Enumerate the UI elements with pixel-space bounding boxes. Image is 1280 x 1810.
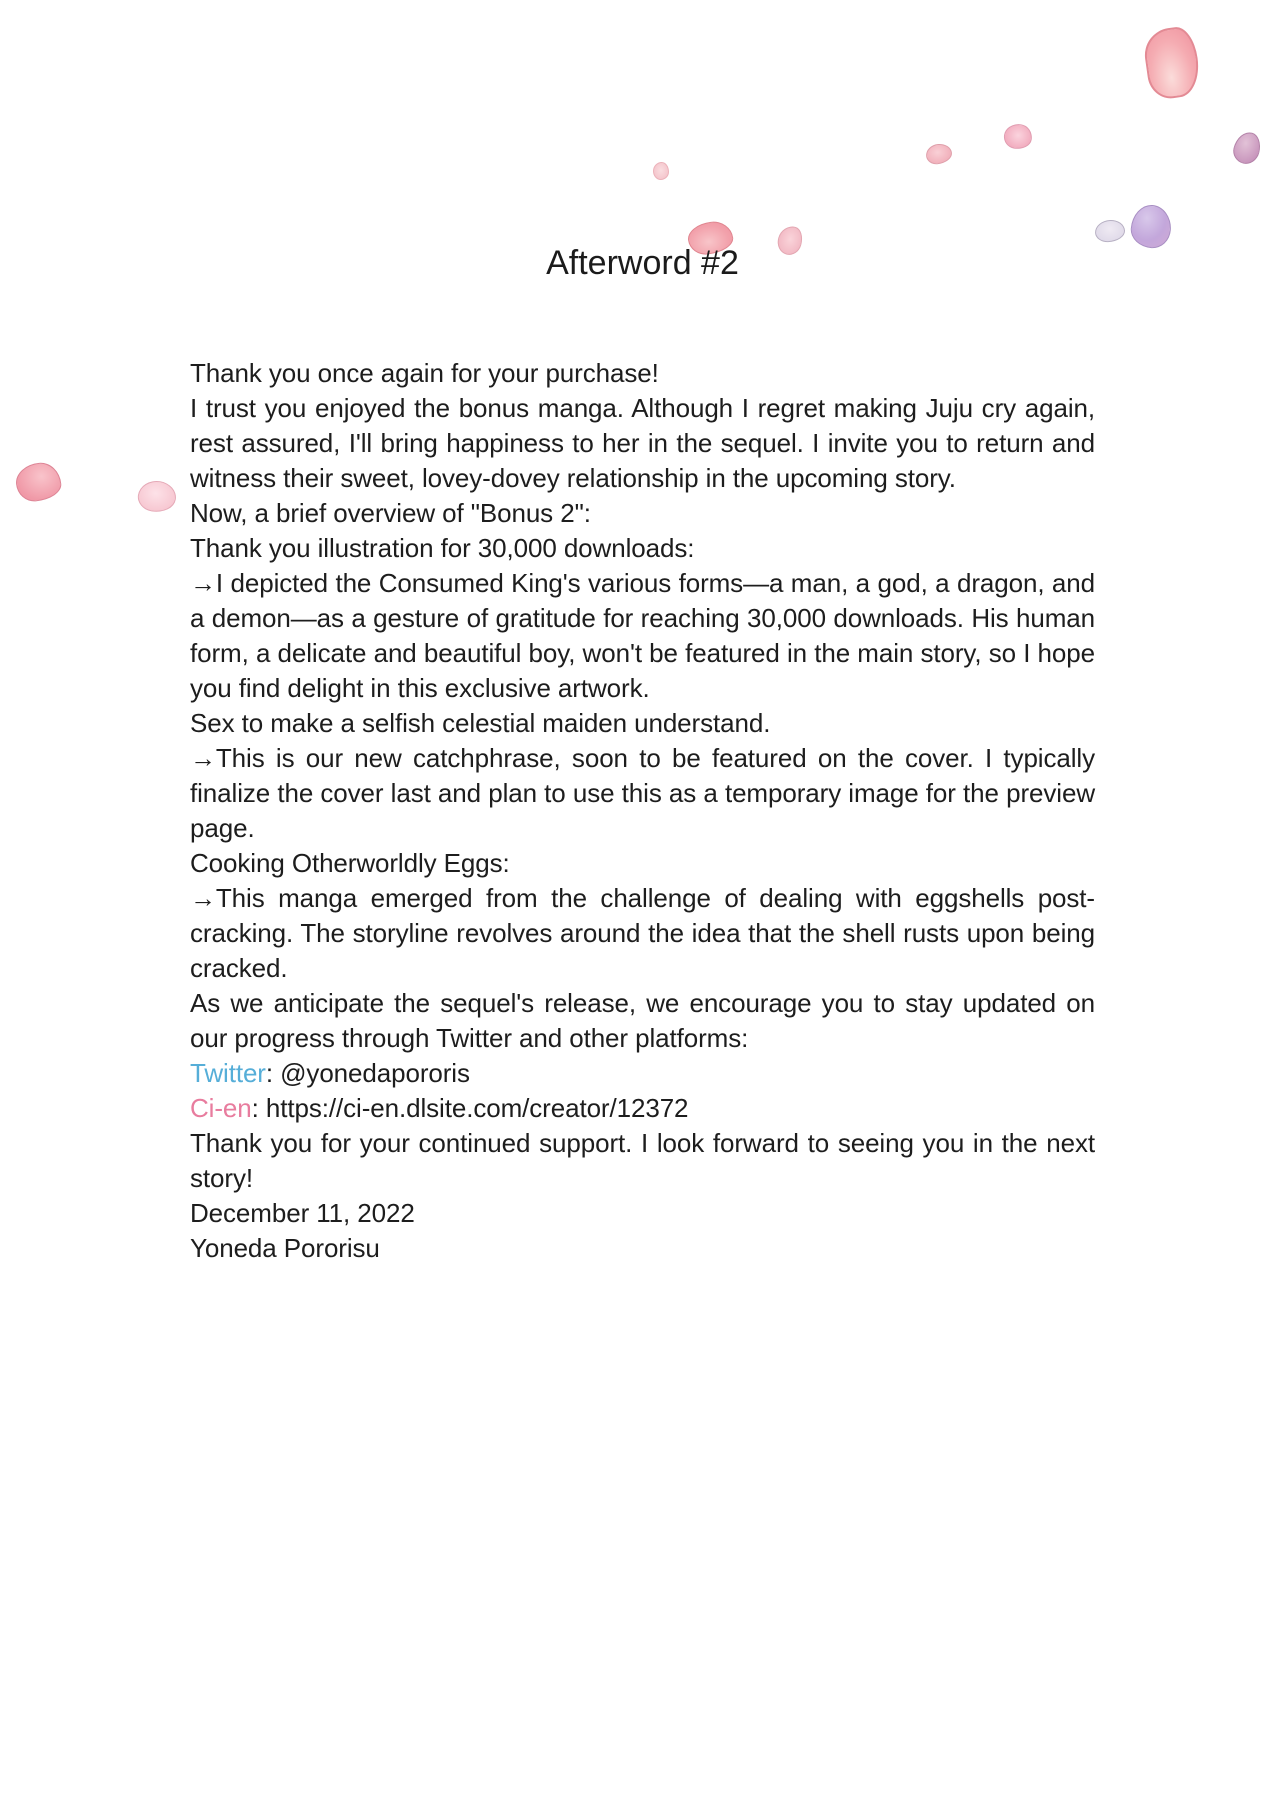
petal-purple-small-icon: [1231, 129, 1264, 166]
twitter-line: [190, 1056, 1095, 1091]
cooking-eggs-heading: Cooking Otherworldly Eggs:: [190, 848, 510, 878]
petal-purple-large-icon: [1130, 204, 1173, 250]
petal-pink-left-light-icon: [136, 478, 178, 515]
petal-pink-left-icon: [14, 461, 62, 503]
twitter-label: Twitter: [190, 1058, 266, 1088]
afterword-content: [190, 243, 1095, 1266]
downloads-illustration-body: →I depicted the Consumed King's various forms—a man, a god, a dragon, and a demon—as a gesture of gratitude for reaching 30,000 downloads. His human form, a delicate and beautiful boy, won't be featured in the main story, so I hope you find delight in this exclusive artwork.: [190, 568, 1095, 703]
date-line: December 11, 2022: [190, 1198, 415, 1228]
purchase-thanks-heading: Thank you once again for your purchase!: [190, 358, 659, 388]
overview-heading: Now, a brief overview of "Bonus 2":: [190, 498, 591, 528]
author-line: Yoneda Pororisu: [190, 1233, 380, 1263]
petal-pink-tiny-icon: [653, 162, 669, 180]
cooking-eggs-body: →This manga emerged from the challenge of dealing with eggshells post-cracking. The storyline revolves around the idea that the shell rusts upon being cracked.: [190, 883, 1095, 983]
petal-lavender-icon: [1094, 219, 1125, 243]
downloads-illustration-heading: Thank you illustration for 30,000 downloads:: [190, 533, 695, 563]
purchase-thanks-body: I trust you enjoyed the bonus manga. Although I regret making Juju cry again, rest assured, I'll bring happiness to her in the sequel. I invite you to return and witness their sweet, lovey-dovey relationship in the upcoming story.: [190, 393, 1095, 493]
catchphrase-heading: Sex to make a selfish celestial maiden understand.: [190, 708, 771, 738]
cien-line: [190, 1091, 1095, 1126]
cien-url[interactable]: : https://ci-en.dlsite.com/creator/12372: [251, 1093, 689, 1123]
petal-pink-small-icon: [1002, 122, 1033, 151]
continued-support-body: Thank you for your continued support. I look forward to seeing you in the next story!: [190, 1128, 1095, 1193]
catchphrase-body: →This is our new catchphrase, soon to be featured on the cover. I typically finalize the cover last and plan to use this as a temporary image for the preview page.: [190, 743, 1095, 843]
petal-pink-large-icon: [1141, 25, 1202, 102]
page-title: Afterword #2: [546, 244, 739, 282]
cien-label: Ci-en: [190, 1093, 252, 1123]
twitter-handle[interactable]: : @yonedapororis: [265, 1058, 470, 1088]
sequel-update-body: As we anticipate the sequel's release, we encourage you to stay updated on our progress through Twitter and other platforms:: [190, 988, 1095, 1053]
petal-pink-small-icon: [925, 143, 953, 165]
